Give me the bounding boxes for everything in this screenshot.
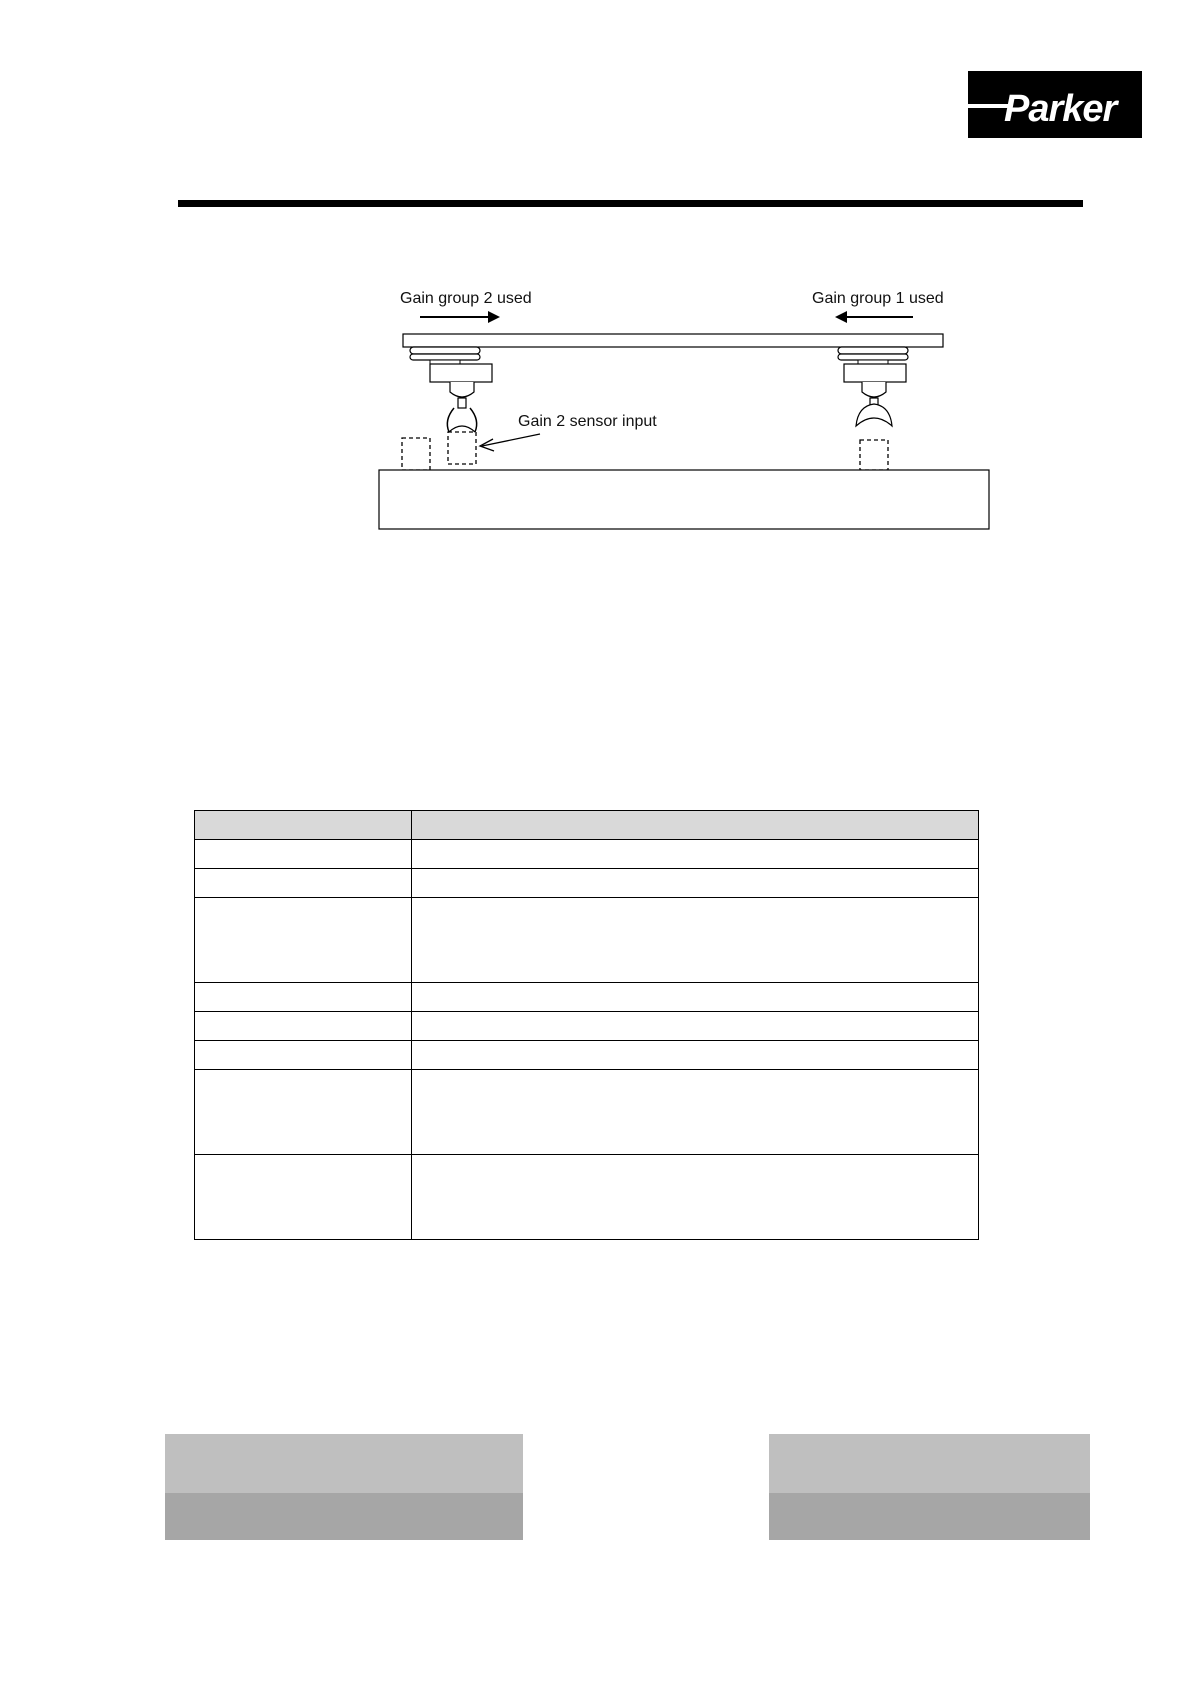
right-gripper (838, 347, 908, 426)
table-header-row (195, 811, 979, 840)
arrow-right-icon (420, 311, 500, 323)
table-cell (195, 840, 412, 869)
table-cell (195, 1155, 412, 1240)
header-rule (178, 200, 1083, 207)
table-cell (195, 869, 412, 898)
workpiece-gripped (448, 432, 476, 464)
table-cell (412, 1041, 979, 1070)
table-row (195, 1012, 979, 1041)
table-row (195, 1155, 979, 1240)
footer-box-upper (165, 1434, 523, 1493)
label-sensor-input: Gain 2 sensor input (518, 413, 657, 430)
table-cell (412, 1155, 979, 1240)
footer-box-right (769, 1434, 1090, 1540)
table-row (195, 898, 979, 983)
left-gripper (410, 347, 492, 432)
footer-box-lower (769, 1493, 1090, 1540)
label-gain-group-2: Gain group 2 used (400, 290, 532, 307)
table-row (195, 1070, 979, 1155)
table-row (195, 840, 979, 869)
sensor-arrow-icon (480, 434, 540, 451)
table-cell (195, 898, 412, 983)
footer-box-upper (769, 1434, 1090, 1493)
table-header-cell (412, 811, 979, 840)
table-cell (412, 1070, 979, 1155)
parameter-table (194, 810, 979, 1240)
table-header-cell (195, 811, 412, 840)
machine-base (379, 470, 989, 529)
table-cell (195, 1070, 412, 1155)
footer-box-left (165, 1434, 523, 1540)
gain-switching-diagram (370, 280, 1000, 545)
table-cell (195, 983, 412, 1012)
table-cell (195, 1041, 412, 1070)
table-row (195, 983, 979, 1012)
workpiece (402, 438, 430, 470)
table-cell (412, 840, 979, 869)
label-gain-group-1: Gain group 1 used (812, 290, 944, 307)
table-cell (412, 898, 979, 983)
arrow-left-icon (835, 311, 913, 323)
logo-text: Parker (1004, 88, 1117, 130)
table-row (195, 1041, 979, 1070)
parker-logo (968, 71, 1142, 138)
table-cell (412, 983, 979, 1012)
table-row (195, 869, 979, 898)
table-cell (195, 1012, 412, 1041)
gantry-beam (403, 334, 943, 347)
table-cell (412, 1012, 979, 1041)
workpiece (860, 440, 888, 470)
footer-box-lower (165, 1493, 523, 1540)
table-cell (412, 869, 979, 898)
